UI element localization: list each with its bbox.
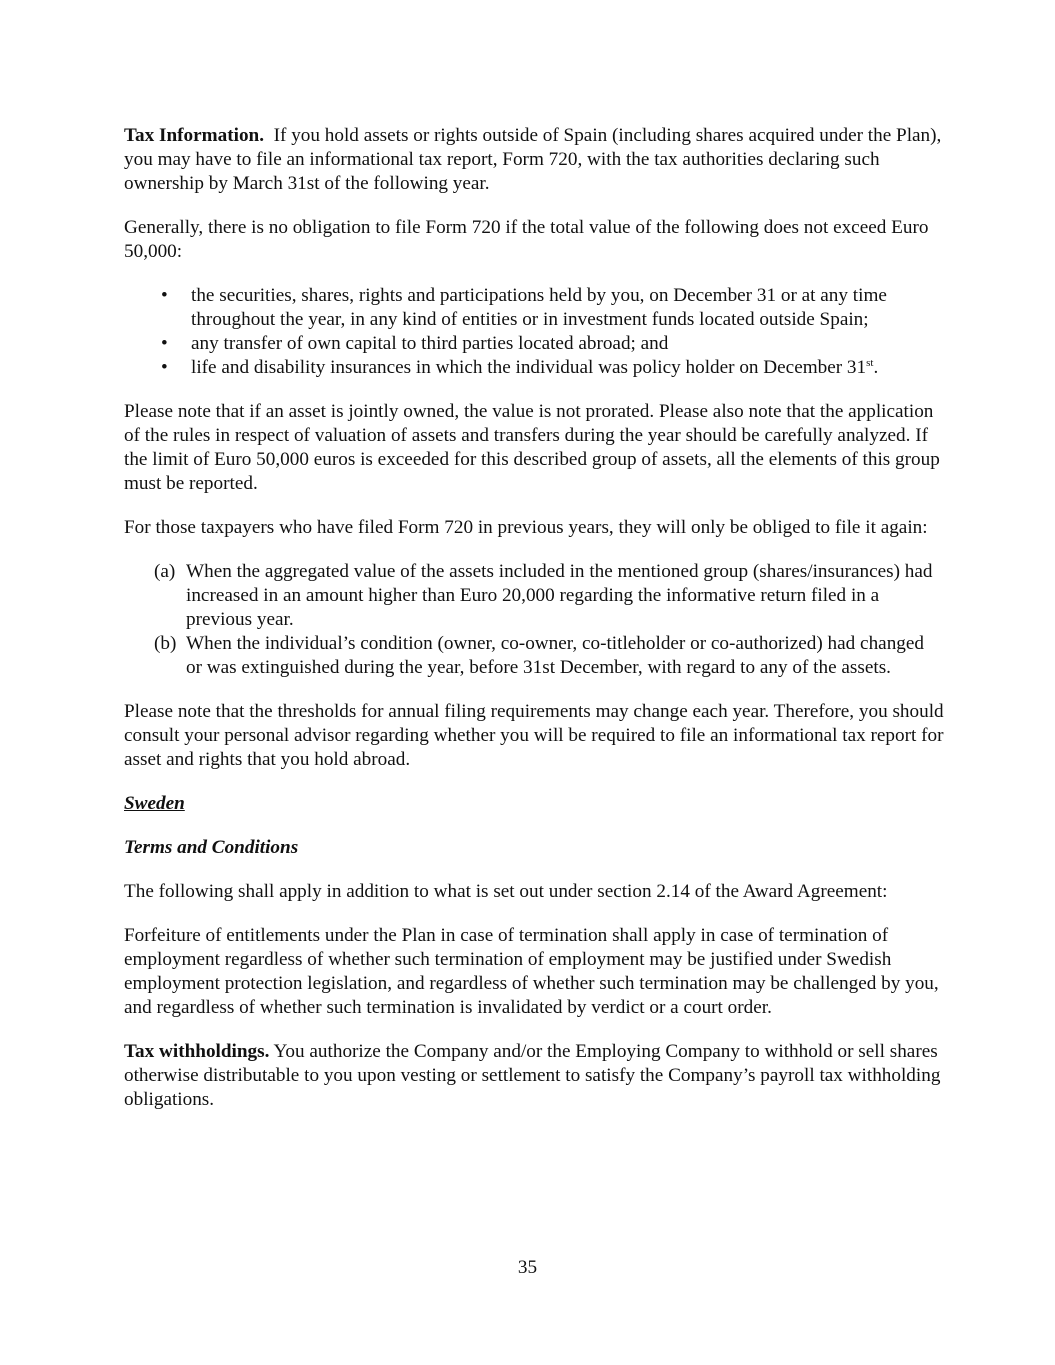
list-item: [124, 284, 944, 332]
thresholds-note-paragraph: Please note that the thresholds for annual filing requirements may change each year. Therefore, you should consult your personal advisor regarding whether you will be required to file an informational tax report for asset and rights that you hold abroad.: [124, 701, 944, 770]
tax-information-heading: Tax Information.: [124, 125, 265, 146]
bullet-end: .: [873, 357, 879, 378]
terms-intro-paragraph: The following shall apply in addition to what is set out under section 2.14 of the Award Agreement:: [124, 881, 888, 902]
tax-information-paragraph: [124, 124, 944, 196]
forfeiture-paragraph: Forfeiture of entitlements under the Plan in case of termination shall apply in case of termination of employment regardless of whether such termination of employment may be justified under Swedish employment protection legislation, and regardless of whether such termination may be challenged by you, and regardless of whether such termination is invalidated by verdict or a court order.: [124, 925, 939, 1018]
bullet-icon: •: [161, 333, 168, 354]
withholdings-heading: Tax withholdings.: [124, 1041, 270, 1062]
sweden-heading: Sweden: [124, 793, 185, 814]
bullet-icon: •: [161, 285, 168, 306]
prorated-note-paragraph: Please note that if an asset is jointly owned, the value is not prorated. Please also note that the application of the rules in respect of valuation of assets and transfers during the year should be carefully analyzed. If the limit of Euro 50,000 euros is exceeded for this described group of assets, all the elements of this group must be reported.: [124, 401, 940, 494]
sweden-heading-paragraph: [124, 792, 944, 816]
withholdings-paragraph: [124, 1040, 944, 1112]
withholdings-text: You authorize the Company and/or the Employing Company to withhold or sell shares otherwise distributable to you upon vesting or settlement to satisfy the Company’s payroll tax withholding obligations.: [124, 1041, 941, 1110]
condition-text: When the aggregated value of the assets included in the mentioned group (shares/insurances) had increased in an amount higher than Euro 20,000 regarding the informative return filed in a previous year.: [186, 561, 933, 630]
list-item: [124, 356, 944, 380]
bullet-icon: •: [161, 357, 168, 378]
list-item: [124, 632, 944, 680]
superscript: st: [866, 357, 874, 369]
document-page: [124, 124, 944, 1132]
bullet-text: life and disability insurances in which the individual was policy holder on December 31: [191, 357, 867, 378]
terms-heading: Terms and Conditions: [124, 837, 299, 858]
page-number: 35: [517, 1257, 538, 1278]
asset-bullet-list: [124, 284, 944, 380]
conditions-list: [124, 560, 944, 680]
tax-information-text: If you hold assets or rights outside of Spain (including shares acquired under the Plan), you may have to file an informational tax report, Form 720, with the tax authorities declaring such ownership by March 31st of the following year.: [124, 125, 942, 194]
list-item: [124, 560, 944, 632]
condition-text: When the individual’s condition (owner, co-owner, co-titleholder or co-authorized) had changed or was extinguished during the year, before 31st December, with regard to any of the assets.: [186, 633, 924, 678]
terms-heading-paragraph: [124, 836, 944, 860]
list-marker: (b): [154, 633, 177, 654]
previous-years-paragraph: For those taxpayers who have filed Form 720 in previous years, they will only be obliged to file it again:: [124, 517, 928, 538]
bullet-text: the securities, shares, rights and participations held by you, on December 31 or at any time throughout the year, in any kind of entities or in investment funds located outside Spain;: [191, 285, 887, 330]
bullet-text: any transfer of own capital to third parties located abroad; and: [191, 333, 669, 354]
threshold-paragraph: Generally, there is no obligation to file Form 720 if the total value of the following does not exceed Euro 50,000:: [124, 217, 929, 262]
list-marker: (a): [154, 561, 176, 582]
list-item: [124, 332, 944, 356]
